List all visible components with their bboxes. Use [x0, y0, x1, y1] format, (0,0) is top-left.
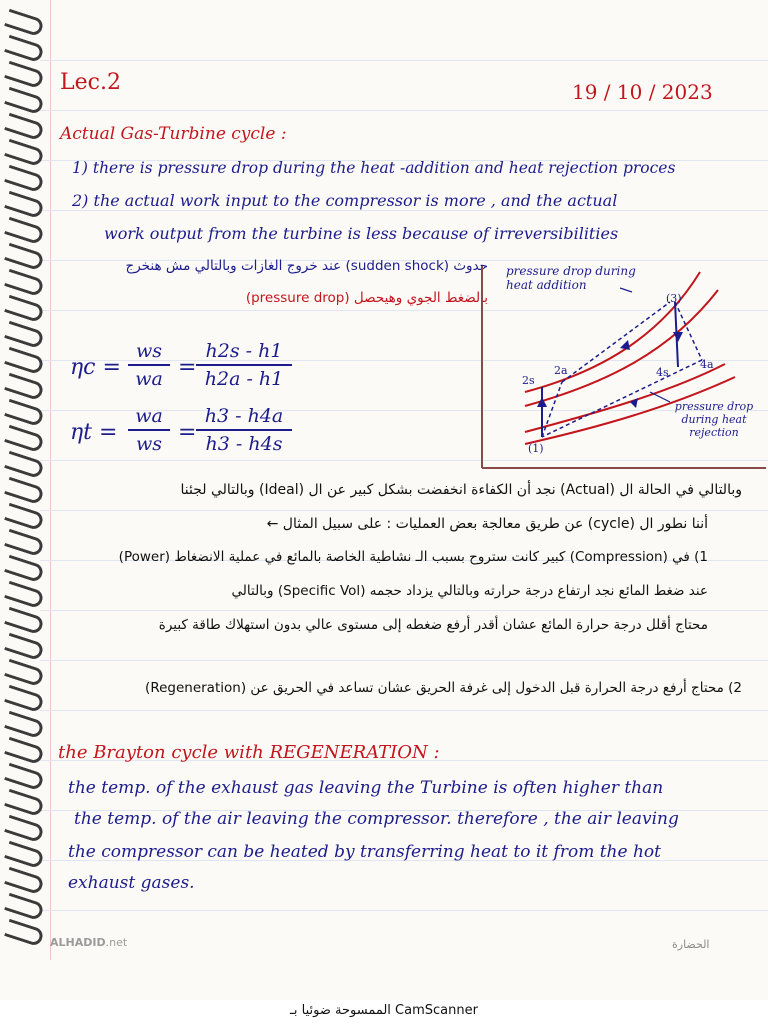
eta-c-den: wa: [135, 368, 163, 390]
arabic-item1-line2: عند ضغط المائع نجد ارتفاع درجة حرارته وبالتالي يزداد حجمه (Specific Vol) وبالتالي: [231, 583, 708, 599]
ruled-line: [40, 710, 768, 711]
arabic-note-line1: حدوث (sudden shock) عند خروج الغازات وبالتالي مش هنخرج: [125, 258, 488, 274]
ruled-line: [40, 610, 768, 611]
ruled-line: [40, 910, 768, 911]
date-label: 19 / 10 / 2023: [572, 80, 713, 104]
point-2-line1: 2) the actual work input to the compressor is more , and the actual: [72, 191, 618, 210]
arabic-item1-line1: 1) في (Compression) كبير كانت ستروح بسبب الـ نشاطية الخاصة بالمائع في عملية الانضغاط (Power): [118, 549, 708, 565]
margin-line: [50, 0, 51, 960]
equals-sign: =: [178, 355, 197, 380]
point-2-line2: work output from the turbine is less because of irreversibilities: [104, 224, 619, 243]
eta-t-fraction-work: [128, 405, 170, 455]
eta-c-den2: h2a - h1: [204, 368, 284, 390]
eta-t-fraction-enthalpy: [196, 405, 292, 455]
eta-c-num: ws: [135, 340, 162, 362]
fraction-bar: [196, 429, 292, 431]
fraction-bar: [128, 429, 170, 431]
camscanner-watermark: الممسوحة ضوئيا بـ CamScanner: [290, 1003, 478, 1018]
ruled-line: [40, 60, 768, 61]
arabic-note-line2: بالضغط الجوي وهيحصل (pressure drop): [245, 290, 488, 306]
arabic-item2: 2) محتاج أرفع درجة الحرارة قبل الدخول إلى غرفة الحريق عشان تساعد في الحريق عن (Regeneration): [145, 680, 742, 696]
state-4a-label: 4a: [700, 358, 714, 371]
fraction-bar: [128, 364, 170, 366]
ruled-line: [40, 660, 768, 661]
fraction-bar: [196, 364, 292, 366]
state-1-label: (1): [528, 442, 544, 455]
section-title-brayton-regeneration: the Brayton cycle with REGENERATION :: [58, 742, 440, 763]
equals-sign: =: [178, 420, 197, 445]
heat-addition: [562, 302, 670, 382]
eta-t-den2: h3 - h4s: [205, 433, 283, 455]
eta-c-fraction-enthalpy: [196, 340, 292, 390]
eta-t-num: wa: [135, 405, 163, 427]
direction-arrow: [620, 340, 630, 350]
eta-t-num2: h3 - h4a: [204, 405, 284, 427]
ruled-line: [40, 110, 768, 111]
state-2s-label: 2s: [522, 374, 535, 387]
eta-t-den: ws: [135, 433, 162, 455]
regen-line3: the compressor can be heated by transferring heat to it from the hot: [68, 842, 661, 862]
regen-line4: exhaust gases.: [68, 873, 195, 893]
state-2a-label: 2a: [554, 364, 568, 377]
regen-line1: the temp. of the exhaust gas leaving the Turbine is often higher than: [68, 778, 664, 798]
eta-c-num2: h2s - h1: [205, 340, 283, 362]
state-3-label: (3): [666, 292, 682, 305]
eta-c-symbol: ηc =: [70, 355, 121, 380]
state-4s-label: 4s: [656, 366, 669, 379]
label-pressure-drop-heat-addition: pressure drop during heat addition: [506, 264, 636, 292]
section-title-actual-cycle: Actual Gas-Turbine cycle :: [60, 124, 287, 144]
point-1: 1) there is pressure drop during the heat -addition and heat rejection proces: [72, 159, 676, 177]
eta-c-fraction-work: [128, 340, 170, 390]
direction-arrow: [673, 332, 683, 342]
label-pressure-drop-heat-rejection: pressure drop during heat rejection: [674, 400, 754, 439]
brand-name: ALHADID: [50, 936, 106, 949]
lecture-label: Lec.2: [60, 70, 121, 95]
regen-line2: the temp. of the air leaving the compressor. therefore , the air leaving: [74, 809, 679, 829]
ts-diagram: [470, 262, 768, 474]
eta-t-symbol: ηt =: [70, 420, 118, 445]
arabic-item1-line3: محتاج أقلل درجة حرارة المائع عشان أقدر أرفع ضغطه إلى مستوى عالي بدون استهلاك طاقة كبيرة: [158, 617, 708, 633]
arabic-para1: وبالتالي في الحالة ال (Actual) نجد أن الكفاءة انخفضت بشكل كبير عن ال (Ideal) وبالتالي لجئنا: [180, 482, 742, 498]
brand-logo: ALHADID.net: [50, 936, 128, 949]
arabic-para2: أننا نطور ال (cycle) عن طريق معالجة بعض العمليات : على سبيل المثال ←: [266, 516, 708, 532]
ruled-line: [40, 210, 768, 211]
compression-actual: [542, 382, 562, 437]
brand-suffix: net: [109, 936, 128, 949]
publisher-logo: الحضارة: [672, 938, 710, 951]
ruled-line: [40, 510, 768, 511]
